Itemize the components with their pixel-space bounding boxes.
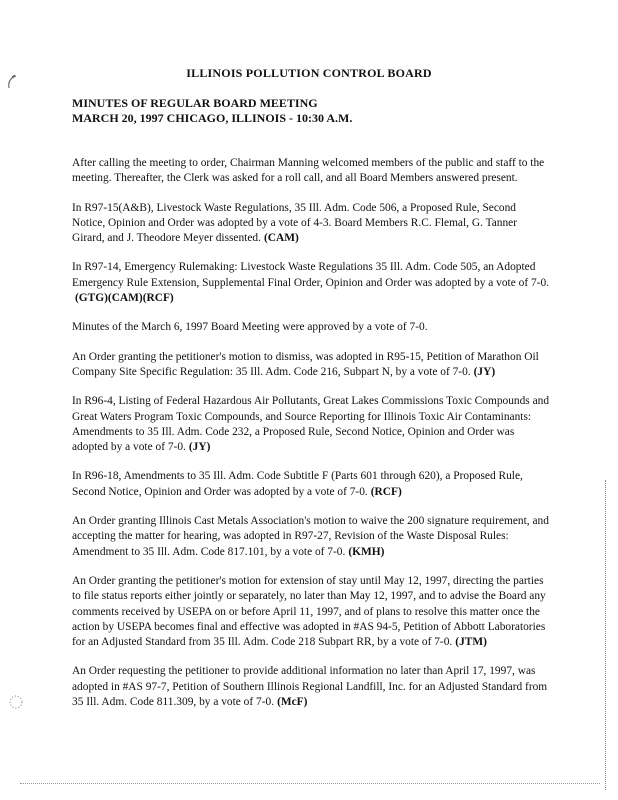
minutes-paragraph [72,514,550,560]
initials-tag: (JY) [473,365,496,378]
minutes-paragraph [72,664,550,710]
meeting-date-line: MARCH 20, 1997 CHICAGO, ILLINOIS - 10:30 A.M. [72,111,353,125]
minutes-body [72,156,550,724]
initials-tag: (JTM) [455,636,487,649]
paragraph-text: In R97-14, Emergency Rulemaking: Livestock Waste Regulations 35 Ill. Adm. Code 505, an Adopted Emergency Rule Extension, Supplemental Final Order, Opinion and Order was adopted by a vote of 7-0. [72,261,549,289]
scan-mark-left [6,690,26,714]
initials-tag: (CAM) [263,232,299,245]
board-title: ILLINOIS POLLUTION CONTROL BOARD [186,66,432,80]
paragraph-text: An Order requesting the petitioner to provide additional information no later than April 17, 1997, was adopted in #AS 97-7, Petition of Southern Illinois Regional Landfill, Inc. for an Adjusted Standard from 35 Ill. Adm. Code 811.309, by a vote of 7-0. [72,665,548,709]
minutes-paragraph [72,260,550,306]
initials-tag: (JY) [188,441,211,454]
paragraph-text: Minutes of the March 6, 1997 Board Meeting were approved by a vote of 7-0. [72,321,428,334]
minutes-paragraph [72,574,550,650]
minutes-paragraph [72,156,550,187]
minutes-paragraph [72,469,550,500]
initials-tag: (RCF) [370,485,402,498]
paragraph-text: In R96-4, Listing of Federal Hazardous Air Pollutants, Great Lakes Commissions Toxic Compounds and Great Waters Program Toxic Compounds, and Source Reporting for Illinois Toxic Air Contaminants: Amendments to 35 Ill. Adm. Code 232, a Proposed Rule, Second Notice, Opinion and Order was adopted by a vote of 7-0. [72,395,550,454]
minutes-paragraph [72,320,550,335]
minutes-paragraph [72,394,550,455]
paragraph-text: In R96-18, Amendments to 35 Ill. Adm. Code Subtitle F (Parts 601 through 620), a Proposed Rule, Second Notice, Opinion and Order was adopted by a vote of 7-0. [72,470,523,498]
paragraph-text: After calling the meeting to order, Chairman Manning welcomed members of the public and staff to the meeting. Thereafter, the Clerk was asked for a roll call, and all Board Members answered present. [72,157,545,185]
paragraph-text: An Order granting Illinois Cast Metals Association's motion to waive the 200 signature requirement, and accepting the matter for hearing, was adopted in R97-27, Revision of the Waste Disposal Rules: Amendment to 35 Ill. Adm. Code 817.101, by a vote of 7-0. [72,515,549,558]
paragraph-text: An Order granting the petitioner's motion for extension of stay until May 12, 1997, directing the parties to file status reports either jointly or separately, no later than May 12, 1997, and to advise the Board any comments received by USEPA on or before April 11, 1997, and of plans to resolve this matter once the action by USEPA becomes final and effective was adopted in #AS 94-5, Petition of Abbott Laboratories for an Adjusted Standard from 35 Ill. Adm. Code 218 Subpart RR, by a vote of 7-0. [72,574,546,649]
paragraph-text: An Order granting the petitioner's motion to dismiss, was adopted in R95-15, Petition of Marathon Oil Company Site Specific Regulation: 35 Ill. Adm. Code 216, Subpart N, by a vote of 7-0. [72,350,539,378]
scan-edge-mark [605,480,608,790]
paragraph-text: In R97-15(A&B), Livestock Waste Regulations, 35 Ill. Adm. Code 506, a Proposed Rule, Second Notice, Opinion and Order was adopted by a vote of 4-3. Board Members R.C. Flemal, G. Tanner Girard, and J. Theodore Meyer dissented. [72,201,518,245]
minutes-heading: MINUTES OF REGULAR BOARD MEETING [72,96,318,110]
initials-tag: (GTG)(CAM)(RCF) [75,292,174,305]
scan-bottom-dots [20,783,600,786]
minutes-paragraph [72,201,550,247]
initials-tag: (McF) [277,696,308,709]
minutes-paragraph [72,350,550,381]
initials-tag: (KMH) [348,545,385,558]
meeting-header [72,96,352,126]
